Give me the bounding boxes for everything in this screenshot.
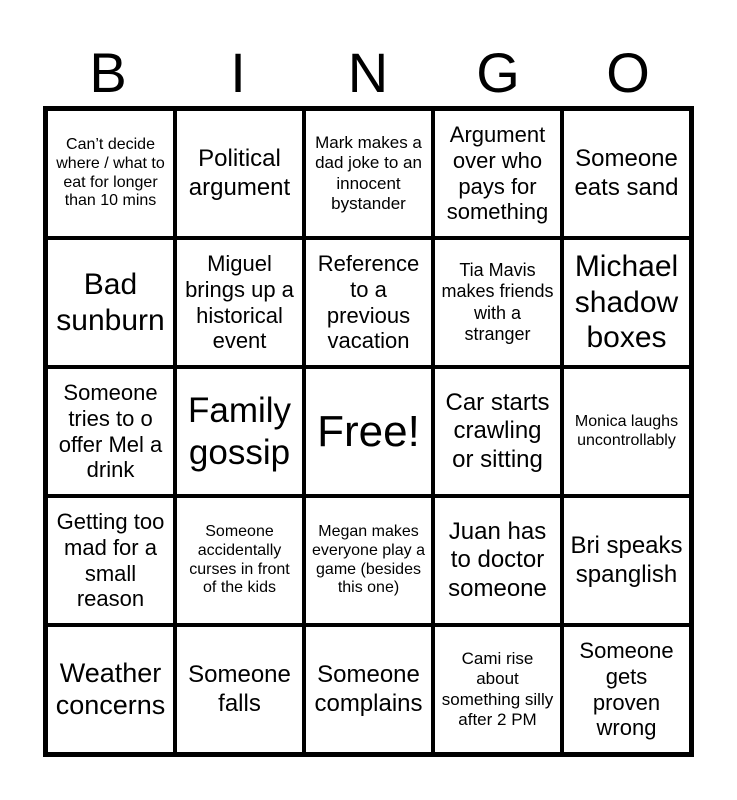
cell-text: Someone falls bbox=[188, 661, 291, 717]
cell-text: Someone accidentally curses in front of the kids bbox=[189, 522, 290, 597]
header-letter-o: O bbox=[606, 41, 650, 104]
bingo-cell[interactable] bbox=[46, 367, 175, 496]
cell-text: Someone complains bbox=[314, 661, 423, 717]
free-space-cell[interactable] bbox=[304, 367, 433, 496]
header-letter-n: N bbox=[347, 41, 389, 104]
cell-text: Juan has to doctor someone bbox=[448, 518, 547, 602]
free-space-text: Free! bbox=[317, 406, 420, 456]
bingo-cell[interactable] bbox=[304, 625, 433, 754]
header-letter-b: B bbox=[89, 41, 127, 104]
cell-text: Cami rise about something silly after 2 PM bbox=[441, 649, 554, 729]
bingo-cell[interactable] bbox=[433, 496, 562, 625]
bingo-cell[interactable] bbox=[562, 109, 691, 238]
cell-text: Someone eats sand bbox=[574, 145, 679, 201]
bingo-cell[interactable] bbox=[46, 238, 175, 367]
bingo-cell[interactable] bbox=[433, 238, 562, 367]
cell-text: Miguel brings up a historical event bbox=[185, 250, 294, 354]
bingo-cell[interactable] bbox=[562, 367, 691, 496]
cell-text: Michael shadow boxes bbox=[574, 250, 679, 355]
cell-text: Argument over who pays for something bbox=[446, 121, 549, 225]
cell-text: Reference to a previous vacation bbox=[317, 250, 420, 354]
header-letter-g: G bbox=[476, 41, 520, 104]
cell-text: Monica laughs uncontrollably bbox=[574, 412, 679, 449]
bingo-cell[interactable] bbox=[562, 496, 691, 625]
bingo-cell[interactable] bbox=[46, 109, 175, 238]
bingo-cell[interactable] bbox=[562, 625, 691, 754]
cell-text: Bri speaks spanglish bbox=[570, 532, 683, 588]
cell-text: Tia Mavis makes friends with a stranger bbox=[441, 260, 554, 344]
bingo-cell[interactable] bbox=[175, 109, 304, 238]
cell-text: Someone tries to o offer Mel a drink bbox=[58, 379, 163, 483]
cell-text: Weather concerns bbox=[55, 657, 166, 720]
bingo-cell[interactable] bbox=[562, 238, 691, 367]
bingo-cell[interactable] bbox=[175, 625, 304, 754]
cell-text: Political argument bbox=[188, 145, 291, 201]
bingo-cell[interactable] bbox=[175, 238, 304, 367]
bingo-cell[interactable] bbox=[46, 496, 175, 625]
cell-text: Getting too mad for a small reason bbox=[56, 508, 165, 612]
cell-text: Mark makes a dad joke to an innocent bystander bbox=[315, 133, 422, 213]
bingo-card-grid bbox=[43, 106, 694, 757]
cell-text: Car starts crawling or sitting bbox=[445, 389, 550, 473]
cell-text: Someone gets proven wrong bbox=[579, 637, 674, 741]
bingo-cell[interactable] bbox=[433, 625, 562, 754]
bingo-cell[interactable] bbox=[304, 496, 433, 625]
bingo-cell[interactable] bbox=[175, 496, 304, 625]
header-letter-i: I bbox=[230, 41, 246, 104]
bingo-cell[interactable] bbox=[433, 109, 562, 238]
cell-text: Family gossip bbox=[187, 391, 292, 472]
bingo-cell[interactable] bbox=[46, 625, 175, 754]
bingo-cell[interactable] bbox=[175, 367, 304, 496]
cell-text: Bad sunburn bbox=[56, 268, 165, 337]
bingo-cell[interactable] bbox=[304, 109, 433, 238]
cell-text: Megan makes everyone play a game (besides this one) bbox=[312, 522, 425, 597]
bingo-cell[interactable] bbox=[304, 238, 433, 367]
bingo-cell[interactable] bbox=[433, 367, 562, 496]
bingo-header bbox=[43, 40, 693, 106]
cell-text: Can’t decide where / what to eat for longer than 10 mins bbox=[56, 135, 165, 210]
